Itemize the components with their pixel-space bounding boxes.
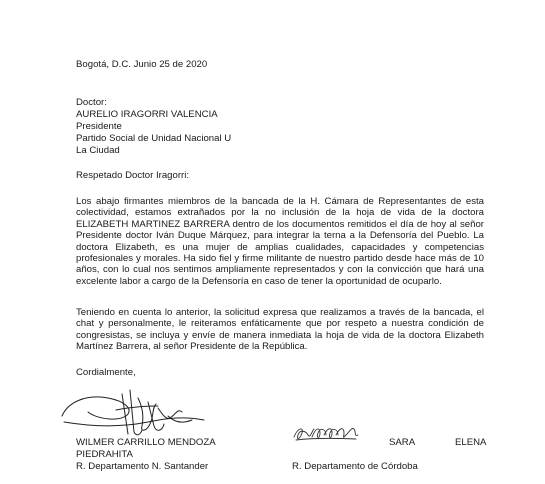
recipient-organization: Partido Social de Unidad Nacional U bbox=[76, 133, 232, 144]
signatory-2-second-name: ELENA bbox=[455, 437, 487, 448]
signatory-2-first-name: SARA bbox=[389, 437, 416, 448]
recipient-name: AURELIO IRAGORRI VALENCIA bbox=[76, 109, 218, 120]
signature-1-icon bbox=[58, 382, 208, 440]
signatory-2-department: R. Departamento de Córdoba bbox=[292, 461, 418, 472]
date-line: Bogotá, D.C. Junio 25 de 2020 bbox=[76, 59, 208, 70]
signatory-1-name-cont: PIEDRAHITA bbox=[76, 449, 133, 460]
recipient-title: Doctor: bbox=[76, 97, 107, 108]
signature-2-icon bbox=[292, 421, 362, 445]
paragraph-2-text: Teniendo en cuenta lo anterior, la solicitud expresa que realizamos a través de la bancada, el chat y personalmente, le reiteramos enfáticamente que por respeto a nuestra condición de congresistas, se incluya y envíe de manera inmediata la hoja de vida de la doctora Elizabeth Martínez Barrera, al señor Presidente de la República. bbox=[76, 307, 484, 353]
body-paragraph-2 bbox=[76, 307, 484, 353]
closing: Cordialmente, bbox=[76, 367, 136, 378]
recipient-city: La Ciudad bbox=[76, 145, 120, 156]
paragraph-1-text: Los abajo firmantes miembros de la bancada de la H. Cámara de Representantes de esta colectividad, estamos extrañados por la no inclusión de la hoja de vida de la doctora ELIZABETH MARTINEZ BARRERA dentro de los documentos remitidos el día de hoy al señor Presidente doctor Iván Duque Márquez, para integrar la terna a la Defensoría del Pueblo. La doctora Elizabeth, es una mujer de amplias cualidades, capacidades y competencias profesionales y morales. Ha sido fiel y firme militante de nuestro partido desde hace más de 10 años, con lo cual nos sentimos ampliamente representados y con la convicción que hará una excelente labor a cargo de la Defensoría en caso de tener la oportunidad de ocuparlo. bbox=[76, 196, 484, 287]
signatory-1-department: R. Departamento N. Santander bbox=[76, 461, 209, 472]
recipient-position: Presidente bbox=[76, 121, 122, 132]
body-paragraph-1 bbox=[76, 196, 484, 287]
greeting: Respetado Doctor Iragorri: bbox=[76, 170, 190, 181]
signatory-1-name: WILMER CARRILLO MENDOZA bbox=[76, 437, 216, 448]
